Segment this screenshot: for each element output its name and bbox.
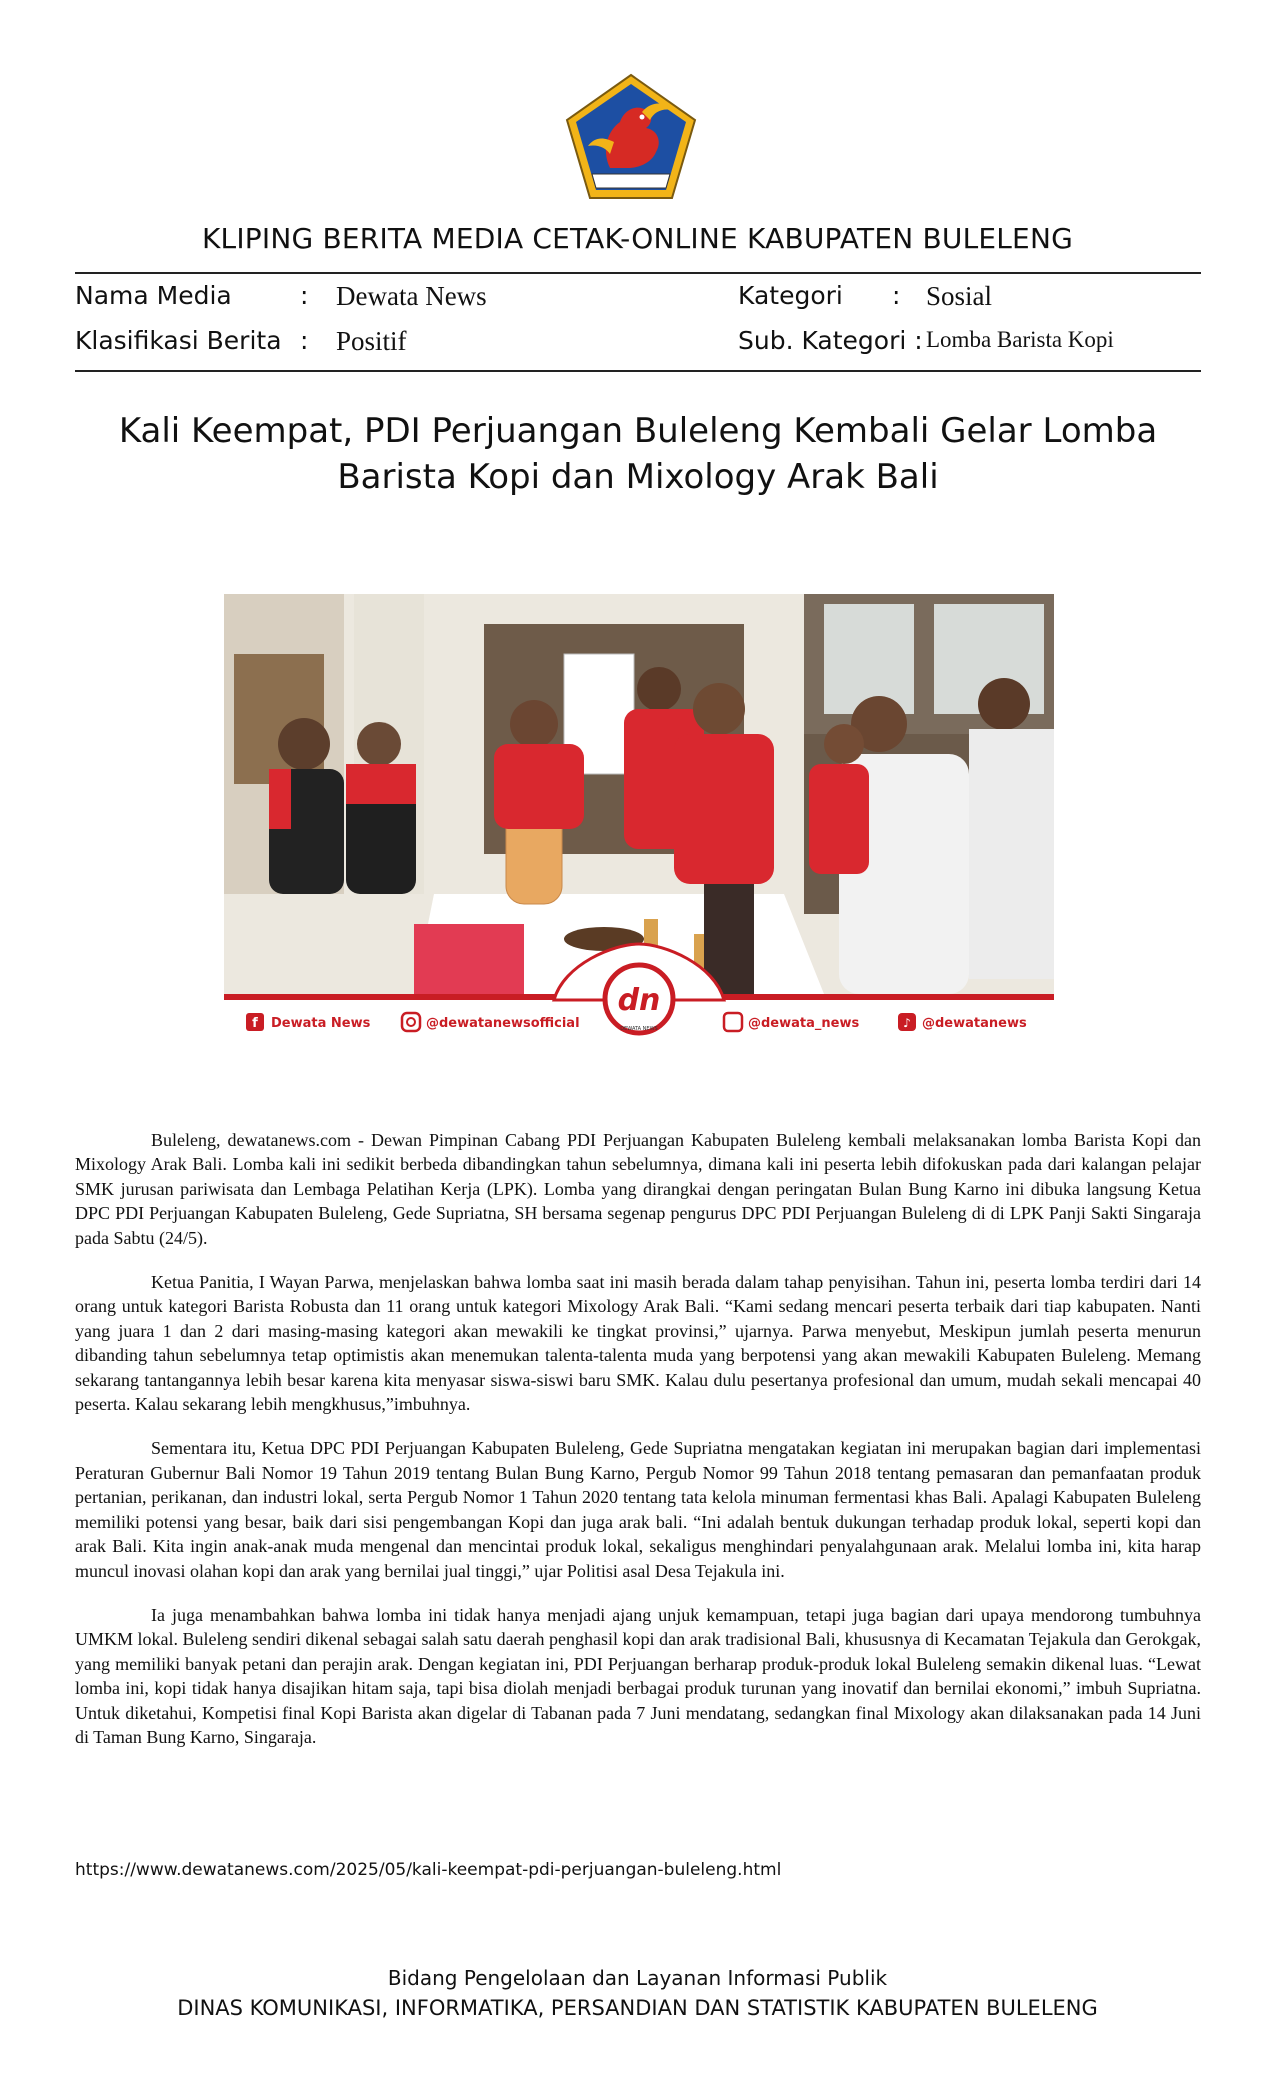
- category-label: Kategori: [738, 281, 843, 310]
- photo-logo-text: DEWATA NEWS: [620, 1026, 658, 1032]
- media-name-colon: :: [300, 281, 309, 310]
- svg-text:f: f: [252, 1016, 258, 1031]
- media-name-value: Dewata News: [336, 281, 487, 311]
- news-photo: [224, 594, 1054, 1052]
- header-divider-bottom: [75, 370, 1201, 372]
- category-colon: :: [892, 281, 901, 310]
- article-paragraph: Ia juga menambahkan bahwa lomba ini tidak hanya menjadi ajang unjuk kemampuan, tetapi juga bagian dari upaya mendorong tumbuhnya UMKM lokal. Buleleng sendiri dikenal sebagai salah satu daerah penghasil kopi dan arak tradisional Bali, khususnya di Kecamatan Tejakula dan Gerokgak, yang memiliki banyak petani dan perajin arak. Dengan kegiatan ini, PDI Perjuangan berharap produk-produk lokal Buleleng semakin dikenal luas. “Lewat lomba ini, kopi tidak hanya disajikan hitam saja, tapi bisa diolah menjadi berbagai produk turunan yang inovatif dan bernilai ekonomi,” imbuh Supriatna. Untuk diketahui, Kompetisi final Kopi Barista akan digelar di Tabanan pada 7 Juni mendatang, sedangkan final Mixology akan dilaksanakan pada 14 Juni di Taman Bung Karno, Singaraja.: [75, 1604, 1201, 1747]
- footer-agency: DINAS KOMUNIKASI, INFORMATIKA, PERSANDIAN DAN STATISTIK KABUPATEN BULELENG: [177, 1996, 1098, 2020]
- buleleng-regency-logo: [562, 72, 700, 202]
- category-value: Sosial: [926, 281, 993, 311]
- photo-twitter-handle: @dewata_news: [748, 1016, 860, 1031]
- classification-value: Positif: [336, 326, 407, 356]
- svg-text:dn: dn: [617, 983, 661, 1018]
- article-paragraph: Buleleng, dewatanews.com - Dewan Pimpinan Cabang PDI Perjuangan Kabupaten Buleleng kembali melaksanakan lomba Barista Kopi dan Mixology Arak Bali. Lomba kali ini sedikit berbeda dibandingkan tahun sebelumnya, dimana kali ini peserta lebih difokuskan pada dari kalangan pelajar SMK jurusan pariwisata dan Lembaga Pelatihan Kerja (LPK). Lomba yang dirangkai dengan peringatan Bulan Bung Karno ini dibuka langsung Ketua DPC PDI Perjuangan Kabupaten Buleleng, Gede Supriatna, SH bersama segenap pengurus DPC PDI Perjuangan Buleleng di di LPK Panji Sakti Singaraja pada Sabtu (24/5).: [75, 1130, 1201, 1248]
- classification-label: Klasifikasi Berita: [75, 326, 282, 355]
- subcategory-value: Lomba Barista Kopi: [926, 327, 1114, 352]
- header-divider-top: [75, 272, 1201, 274]
- photo-facebook-handle: Dewata News: [271, 1016, 371, 1031]
- article-headline: Kali Keempat, PDI Perjuangan Buleleng Kembali Gelar Lomba Barista Kopi dan Mixology Arak Bali: [118, 411, 1158, 497]
- photo-tiktok-handle: @dewatanews: [922, 1016, 1027, 1031]
- article-paragraph: Ketua Panitia, I Wayan Parwa, menjelaskan bahwa lomba saat ini masih berada dalam tahap penyisihan. Tahun ini, peserta lomba terdiri dari 14 orang untuk kategori Barista Robusta dan 11 orang untuk kategori Mixology Arak Bali. “Kami sedang mencari peserta terbaik dari tiap kabupaten. Nanti yang juara 1 dan 2 dari masing-masing kategori akan mewakili ke tingkat provinsi,” ujarnya. Parwa menyebut, Meskipun jumlah peserta menurun dibanding tahun sebelumnya tetap optimistis akan menemukan talenta-talenta muda yang berpotensi yang akan mewakili Kabupaten Buleleng. Memang sekarang tantangannya lebih besar karena kita menyasar siswa-siswi baru SMK. Kalau dulu pesertanya profesional dan umum, mudah sekali mencapai 40 peserta. Kalau sekarang lebih mengkhusus,”imbuhnya.: [75, 1272, 1201, 1415]
- article-paragraph: Sementara itu, Ketua DPC PDI Perjuangan Kabupaten Buleleng, Gede Supriatna mengatakan kegiatan ini merupakan bagian dari implementasi Peraturan Gubernur Bali Nomor 19 Tahun 2019 tentang Bulan Bung Karno, Pergub Nomor 99 Tahun 2018 tentang pemasaran dan pemanfaatan produk pertanian, perikanan, dan industri lokal, serta Pergub Nomor 1 Tahun 2020 tentang tata kelola minuman fermentasi khas Bali. Apalagi Kabupaten Buleleng memiliki potensi yang besar, baik dari sisi pengembangan Kopi dan juga arak bali. “Ini adalah bentuk dukungan terhadap produk lokal, seperti kopi dan arak Bali. Kita ingin anak-anak muda mengenal dan mencintai produk lokal, sekaligus menghindari penyalahgunaan arak. Melalui lomba ini, kita harap muncul inovasi olahan kopi dan arak yang bernilai jual tinggi,” ujar Politisi asal Desa Tejakula ini.: [75, 1438, 1201, 1581]
- article-body: [75, 1128, 1201, 1769]
- classification-colon: :: [300, 326, 309, 355]
- footer-department: Bidang Pengelolaan dan Layanan Informasi Publik: [387, 1966, 888, 1990]
- media-name-label: Nama Media: [75, 281, 232, 310]
- subcategory-label: Sub. Kategori :: [738, 326, 923, 355]
- page-header-title: KLIPING BERITA MEDIA CETAK-ONLINE KABUPATEN BULELENG: [201, 222, 1073, 255]
- source-url: https://www.dewatanews.com/2025/05/kali-keempat-pdi-perjuangan-buleleng.html: [75, 1860, 782, 1880]
- photo-instagram-handle: @dewatanewsofficial: [426, 1016, 580, 1031]
- svg-text:♪: ♪: [903, 1016, 911, 1030]
